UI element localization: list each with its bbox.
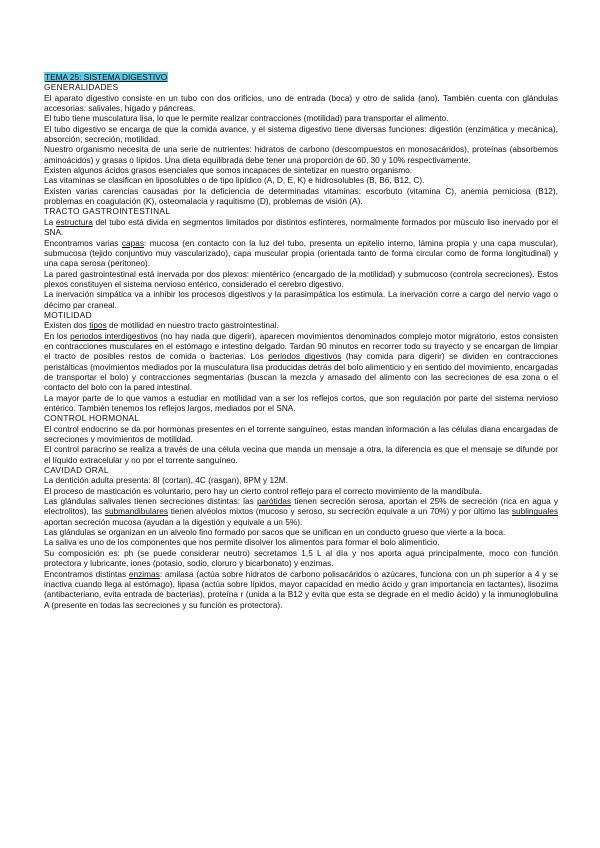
paragraph-text: El control paracrino se realiza a través de una célula vecina que manda un mensaje a otra, la diferencia es que el mensaje se difunde por el líquido extracelular y no por el torrente sanguíneo. <box>44 444 558 465</box>
paragraph-text: La inervación simpática va a inhibir los procesos digestivos y la parasimpática los estimula. La inervación corre a cargo del nervio vago o décimo par craneal. <box>44 289 558 310</box>
heading-motilidad: MOTILIDAD <box>44 309 92 320</box>
underlined-term: estructura <box>55 216 93 227</box>
paragraph-text: tienen secreción serosa, aportan el 25% de secreción (rica en agua y electrolitos), las <box>44 496 558 517</box>
paragraph-text: Su composición es: ph (se puede considerar neutro) secretamos 1,5 L al día y nos aporta agua principalmente, moco con función protectora y lubricante, iones (potasio, sodio, cloruro y bicarbonato) y enzimas. <box>44 547 558 569</box>
paragraph-text: (hay comida para digerir) se dividen en contracciones peristálticas (movimientos mediados por la musculatura lisa producidas detrás del bolo alimenticio y en sentido del movimiento, encargadas de transportar el bolo) y contracciones segmentarias (buscan la mezcla y amasado del alimento con las secreciones de esa zona o el contacto del bolo con la pared intestinal. <box>44 351 558 393</box>
heading-cavidad-oral: CAVIDAD ORAL <box>44 465 109 476</box>
paragraph-text: El proceso de masticación es voluntario, pero hay un cierto control reflejo para el correcto movimiento de la mandíbula. <box>44 485 482 496</box>
paragraph-text: Las glándulas salivales tienen secreciones distintas: las <box>44 496 257 507</box>
paragraph <box>44 175 558 185</box>
paragraph <box>44 548 558 569</box>
paragraph-text: : mucosa (en contacto con la luz del tubo, presenta un epitelio interno, lámina propia y una capa muscular), submucosa (tejido conjuntivo muy vascularizado), capa muscular propia (orientada tanto de forma circular como de forma longitudinal) y una capa serosa (peritoneo). <box>44 237 559 269</box>
paragraph-text: La saliva es uno de los componentes que nos permite disolver los alimentos para formar el bolo alimenticio. <box>44 537 440 548</box>
paragraph-text: Encontramos distintas <box>44 568 129 579</box>
paragraph-text: En los <box>44 330 71 341</box>
paragraph-text: aportan secreción mucosa (ayudan a la digestión y equivale a un 5%). <box>44 516 303 527</box>
paragraph <box>44 496 558 527</box>
paragraph <box>44 186 558 207</box>
paragraph-text: La <box>44 216 56 227</box>
paragraph-text: Nuestro organismo necesita de una serie de nutrientes: hidratos de carbono (descompuestos en monosacáridos), proteínas (absorbemos aminoácidos) y grasas o lípidos. Una dieta equilibrada debe tener una proporción de 60, 30 y 10% respectivamente. <box>44 144 558 165</box>
document-title: TEMA 25: SISTEMA DIGESTIVO <box>45 72 168 82</box>
document-title-row <box>44 72 558 82</box>
heading-tracto-gastrointestinal: TRACTO GASTROINTESTINAL <box>44 206 171 217</box>
paragraph-text: Las vitaminas se clasifican en liposolubles o de tipo lipídico (A, D, E, K) e hidrosolubles (B, B6, B12, C). <box>44 175 425 186</box>
paragraph-text: : amilasa (actúa sobre hidratos de carbono polisacáridos o azúcares, funciona con un ph superior a 4 y se inactiva cuando llega al estómago), lipasa (actúa sobre lípidos, mayor capacidad en medio ácido y gran importancia en lactantes), lisozima (antibacteriano, evita entrada de bacterias), proteína r (unida a la B12 y evita que esta se degrade en el medio ácido) y la inmunoglobulina A (presente en todas las secreciones y su función es protectora). <box>44 568 558 610</box>
paragraph <box>44 486 558 496</box>
paragraph <box>44 217 558 238</box>
paragraph-text: Encontramos varias <box>44 237 122 248</box>
paragraph <box>44 144 558 165</box>
paragraph <box>44 320 558 330</box>
paragraph <box>44 331 558 393</box>
underlined-term: periodos digestivos <box>268 351 342 362</box>
paragraph-text: tienen alvéolos mixtos (mucoso y seroso, su secreción equivale a un 70%) y por último las <box>167 506 512 517</box>
paragraph-text: El aparato digestivo consiste en un tubo con dos orificios, uno de entrada (boca) y otro de salida (ano). También cuenta con glándulas accesorias: salivales, hígado y páncreas. <box>44 92 558 114</box>
paragraph-text: Existen dos <box>44 320 90 331</box>
paragraph <box>44 444 558 465</box>
paragraph <box>44 424 558 445</box>
paragraph <box>44 165 558 175</box>
heading-generalidades: GENERALIDADES <box>44 82 119 93</box>
paragraph <box>44 475 558 485</box>
paragraph <box>44 113 558 123</box>
paragraph <box>44 289 558 310</box>
paragraph <box>44 93 558 114</box>
paragraph <box>44 527 558 537</box>
paragraph <box>44 537 558 547</box>
heading-control-hormonal: CONTROL HORMONAL <box>44 413 140 424</box>
document-body <box>44 82 558 610</box>
underlined-term: tipos <box>89 320 107 331</box>
underlined-term: sublinguales <box>511 506 558 517</box>
underlined-term: parótidas <box>256 496 292 507</box>
paragraph <box>44 269 558 290</box>
paragraph <box>44 569 558 610</box>
paragraph-text: Existen algunos ácidos grasos esenciales que somos incapaces de sintetizar en nuestro organismo. <box>44 165 413 176</box>
paragraph-text: Las glándulas se organizan en un alveolo fino formado por sacos que se unifican en un conducto grueso que vierte a la boca. <box>44 527 506 538</box>
paragraph <box>44 124 558 145</box>
paragraph-text: La dentición adulta presenta: 8I (cortan), 4C (rasgan), 8PM y 12M. <box>44 475 288 486</box>
paragraph-text: La mayor parte de lo que vamos a estudiar en motilidad van a ser los reflejos cortos, que son regulación por parte del sistema nervioso entérico. También tenemos los reflejos largos, mediados por el SNA. <box>44 392 558 413</box>
paragraph-text: (no hay nada que digerir), aparecen movimientos denominados complejo motor migratorio, estos consisten en contracciones musculares en el estómago e intestino delgado. Tardan 90 minutos en recorrer todo su trayecto y se encargan de limpiar el tracto de posibles restos de comida o bacterias. Los <box>44 330 558 362</box>
paragraph-text: El control endocrino se da por hormonas presentes en el torrente sanguíneo, estas mandan información a las células diana encargadas de secreciones y movimientos de motilidad. <box>44 423 558 445</box>
paragraph-text: de motilidad en nuestro tracto gastrointestinal. <box>106 320 279 331</box>
paragraph-text: El tubo tiene musculatura lisa, lo que le permite realizar contracciones (motilidad) para transportar el alimento. <box>44 113 449 124</box>
paragraph-text: La pared gastrointestinal está inervada por dos plexos: mientérico (encargado de la motilidad) y submucoso (controla secreciones). Estos plexos constituyen el sistema nervioso entérico, considerado el cerebro digestivo. <box>44 268 558 289</box>
paragraph <box>44 393 558 414</box>
paragraph-text: El tubo digestivo se encarga de que la comida avance, y el sistema digestivo tiene diversas funciones: digestión (enzimática y mecánica), absorción, secreción, motilidad. <box>44 123 558 145</box>
paragraph-text: del tubo está divida en segmentos limitados por distintos esfínteres, normalmente formados por músculo liso inervado por el SNA. <box>44 216 558 238</box>
paragraph-text: Existen varias carencias causadas por la deficiencia de determinadas vitaminas: escorbuto (vitamina C), anemia perniciosa (B12), problemas en coagulación (K), osteomalacia y raquitismo (D), problemas de visión (A). <box>44 185 558 207</box>
underlined-term: enzimas <box>128 568 160 579</box>
document-page <box>44 72 558 610</box>
underlined-term: capas <box>121 237 145 248</box>
underlined-term: submandibulares <box>104 506 168 517</box>
underlined-term: periodos interdigestivos <box>70 330 158 341</box>
paragraph <box>44 238 558 269</box>
